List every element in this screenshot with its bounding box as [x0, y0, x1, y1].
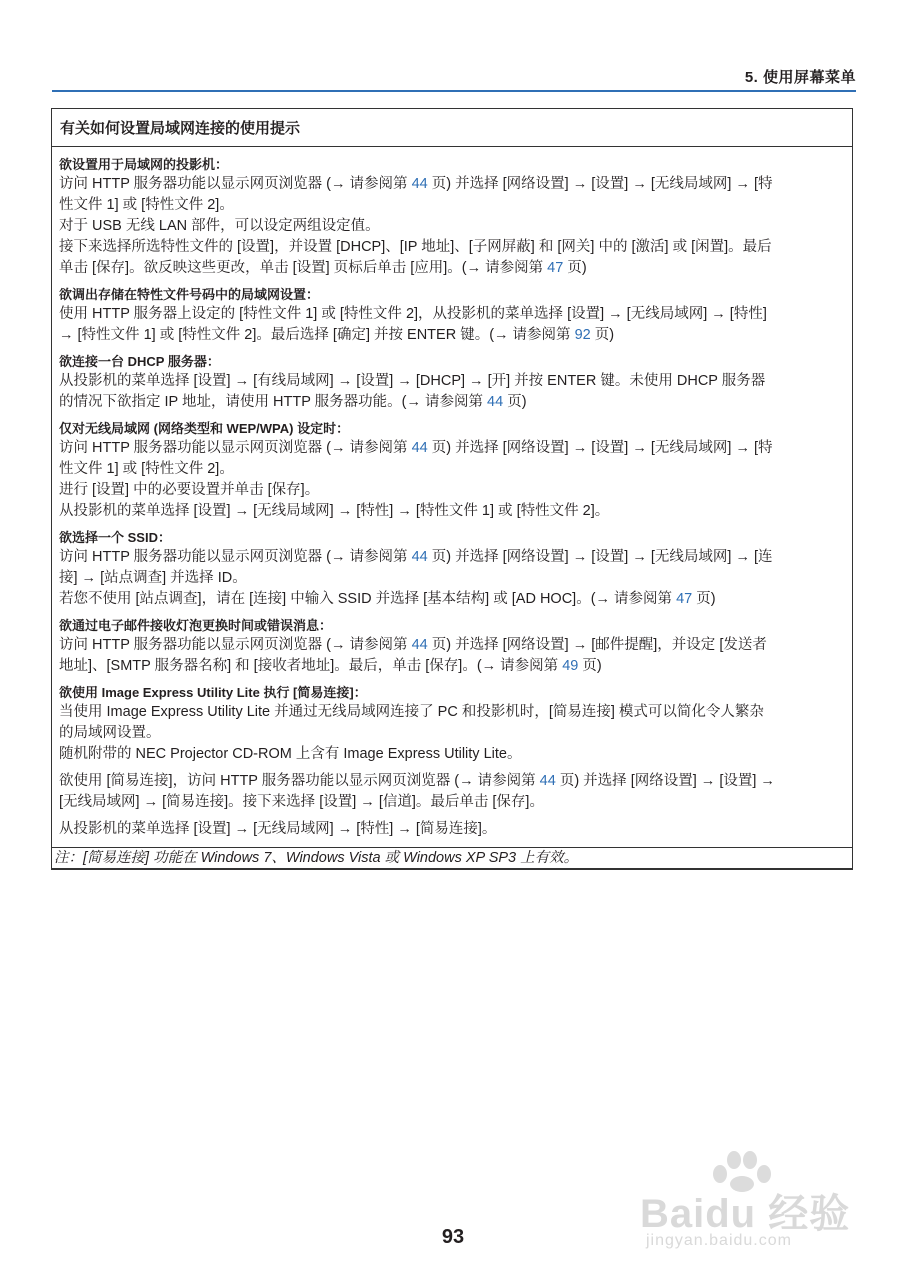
watermark-main-text: Baidu 经验 — [640, 1192, 851, 1236]
tip-section — [59, 420, 845, 522]
text-segment: 接] → [站点调查] 并选择 ID。 — [59, 570, 247, 586]
page-reference-link[interactable]: 44 — [411, 440, 428, 456]
tip-section-heading: 欲连接一台 DHCP 服务器： — [59, 354, 220, 369]
text-segment: 随机附带的 NEC Projector CD-ROM 上含有 Image Express Utility Lite。 — [59, 746, 522, 762]
tip-text-line — [59, 480, 845, 501]
tip-text-line — [59, 744, 845, 765]
tips-box — [51, 108, 853, 870]
tip-text-line — [59, 819, 845, 840]
tip-text-line — [59, 195, 845, 216]
page-number: 93 — [441, 1226, 465, 1248]
tip-section — [59, 156, 845, 279]
page-reference-link[interactable]: 44 — [411, 176, 428, 192]
text-segment: 访问 HTTP 服务器功能以显示网页浏览器 (→ 请参阅第 — [59, 176, 412, 192]
text-segment: 页) — [578, 658, 602, 674]
tip-text-line — [59, 635, 845, 656]
text-segment: 访问 HTTP 服务器功能以显示网页浏览器 (→ 请参阅第 — [59, 637, 412, 653]
page-reference-link[interactable]: 44 — [539, 773, 556, 789]
text-segment: 访问 HTTP 服务器功能以显示网页浏览器 (→ 请参阅第 — [59, 549, 412, 565]
tip-section — [59, 353, 845, 413]
tip-section-heading: 欲使用 Image Express Utility Lite 执行 [简易连接]： — [59, 685, 367, 700]
text-segment: 使用 HTTP 服务器上设定的 [特性文件 1] 或 [特性文件 2]，从投影机的菜单选择 [设置] → [无线局域网] → [特性] — [59, 306, 767, 322]
text-segment: 页) 并选择 [网络设置] → [设置] → [无线局域网] → [特 — [427, 176, 773, 192]
tip-text-line — [59, 392, 845, 413]
tip-text-line — [59, 501, 845, 522]
text-segment: 从投影机的菜单选择 [设置] → [无线局域网] → [特性] → [特性文件 1] 或 [特性文件 2]。 — [59, 503, 610, 519]
page-reference-link[interactable]: 47 — [676, 591, 693, 607]
tip-section-heading: 欲选择一个 SSID： — [59, 530, 171, 545]
tip-text-line — [59, 304, 845, 325]
page-reference-link[interactable]: 44 — [487, 394, 504, 410]
text-segment: 页) 并选择 [网络设置] → [设置] → [无线局域网] → [连 — [427, 549, 773, 565]
page-reference-link[interactable]: 44 — [411, 637, 428, 653]
tip-text-line — [59, 325, 845, 346]
text-segment: 地址]、[SMTP 服务器名称] 和 [接收者地址]。最后，单击 [保存]。(→ 请参阅第 — [59, 658, 563, 674]
tip-text-line — [59, 547, 845, 568]
tip-text-line — [59, 438, 845, 459]
tip-text-line — [59, 771, 845, 792]
text-segment: 从投影机的菜单选择 [设置] → [有线局域网] → [设置] → [DHCP] → [开] 并按 ENTER 键。未使用 DHCP 服务器 — [59, 373, 766, 389]
text-segment: 页) 并选择 [网络设置] → [邮件提醒]，并设定 [发送者 — [427, 637, 767, 653]
text-segment: 欲使用 [简易连接]，访问 HTTP 服务器功能以显示网页浏览器 (→ 请参阅第 — [59, 773, 540, 789]
text-segment: 从投影机的菜单选择 [设置] → [无线局域网] → [特性] → [简易连接]。 — [59, 821, 497, 837]
tips-box-content — [52, 147, 852, 844]
baidu-watermark — [640, 1148, 870, 1258]
note-line: 注：[简易连接] 功能在 Windows 7、Windows Vista 或 Windows XP SP3 上有效。 — [52, 847, 852, 869]
text-segment: 的局域网设置。 — [59, 725, 161, 741]
tip-text-line — [59, 237, 845, 258]
tip-section-heading: 仅对无线局域网 (网络类型和 WEP/WPA) 设定时： — [59, 421, 350, 436]
text-segment: 接下来选择所选特性文件的 [设置]，并设置 [DHCP]、[IP 地址]、[子网屏蔽] 和 [网关] 中的 [激活] 或 [闲置]。最后 — [59, 239, 772, 255]
tip-text-line — [59, 589, 845, 610]
tip-text-line — [59, 216, 845, 237]
tip-section — [59, 529, 845, 610]
page-reference-link[interactable]: 44 — [411, 549, 428, 565]
tip-section — [59, 771, 845, 813]
text-segment: 性文件 1] 或 [特性文件 2]。 — [59, 197, 234, 213]
chapter-title: 5. 使用屏幕菜单 — [744, 69, 856, 86]
page-reference-link[interactable]: 49 — [562, 658, 579, 674]
tip-text-line — [59, 702, 845, 723]
text-segment: 页) — [503, 394, 527, 410]
tip-section-heading: 欲通过电子邮件接收灯泡更换时间或错误消息： — [59, 618, 333, 633]
text-segment: 对于 USB 无线 LAN 部件，可以设定两组设定值。 — [59, 218, 380, 234]
header-rule — [52, 90, 856, 92]
tip-text-line — [59, 568, 845, 589]
text-segment: → [特性文件 1] 或 [特性文件 2]。最后选择 [确定] 并按 ENTER 键。(→ 请参阅第 — [59, 327, 575, 343]
tip-text-line — [59, 371, 845, 392]
text-segment: 若您不使用 [站点调查]，请在 [连接] 中输入 SSID 并选择 [基本结构] 或 [AD HOC]。(→ 请参阅第 — [59, 591, 677, 607]
tips-box-title: 有关如何设置局域网连接的使用提示 — [52, 109, 852, 147]
tip-section-heading: 欲设置用于局域网的投影机： — [59, 157, 229, 172]
text-segment: 页) 并选择 [网络设置] → [设置] → [无线局域网] → [特 — [427, 440, 773, 456]
text-segment: [无线局域网] → [简易连接]。接下来选择 [设置] → [信道]。最后单击 [保存]。 — [59, 794, 544, 810]
text-segment: 单击 [保存]。欲反映这些更改，单击 [设置] 页标后单击 [应用]。(→ 请参阅第 — [59, 260, 548, 276]
text-segment: 性文件 1] 或 [特性文件 2]。 — [59, 461, 234, 477]
page-reference-link[interactable]: 92 — [574, 327, 591, 343]
tip-text-line — [59, 258, 845, 279]
text-segment: 页) — [590, 327, 615, 343]
text-segment: 页) — [692, 591, 716, 607]
tip-text-line — [59, 174, 845, 195]
tip-section — [59, 617, 845, 677]
text-segment: 访问 HTTP 服务器功能以显示网页浏览器 (→ 请参阅第 — [59, 440, 412, 456]
text-segment: 的情况下欲指定 IP 地址，请使用 HTTP 服务器功能。(→ 请参阅第 — [59, 394, 488, 410]
tip-text-line — [59, 723, 845, 744]
tip-section — [59, 819, 845, 840]
page-reference-link[interactable]: 47 — [547, 260, 564, 276]
tip-section — [59, 684, 845, 765]
tip-text-line — [59, 459, 845, 480]
text-segment: 进行 [设置] 中的必要设置并单击 [保存]。 — [59, 482, 320, 498]
text-segment: 页) 并选择 [网络设置] → [设置] → — [555, 773, 775, 789]
text-segment: 当使用 Image Express Utility Lite 并通过无线局域网连接了 PC 和投影机时，[简易连接] 模式可以简化令人繁杂 — [59, 704, 764, 720]
watermark-sub-text: jingyan.baidu.com — [646, 1232, 792, 1249]
tip-section — [59, 286, 845, 346]
text-segment: 页) — [563, 260, 587, 276]
tip-section-heading: 欲调出存储在特性文件号码中的局域网设置： — [59, 287, 320, 302]
tip-text-line — [59, 656, 845, 677]
tip-text-line — [59, 792, 845, 813]
